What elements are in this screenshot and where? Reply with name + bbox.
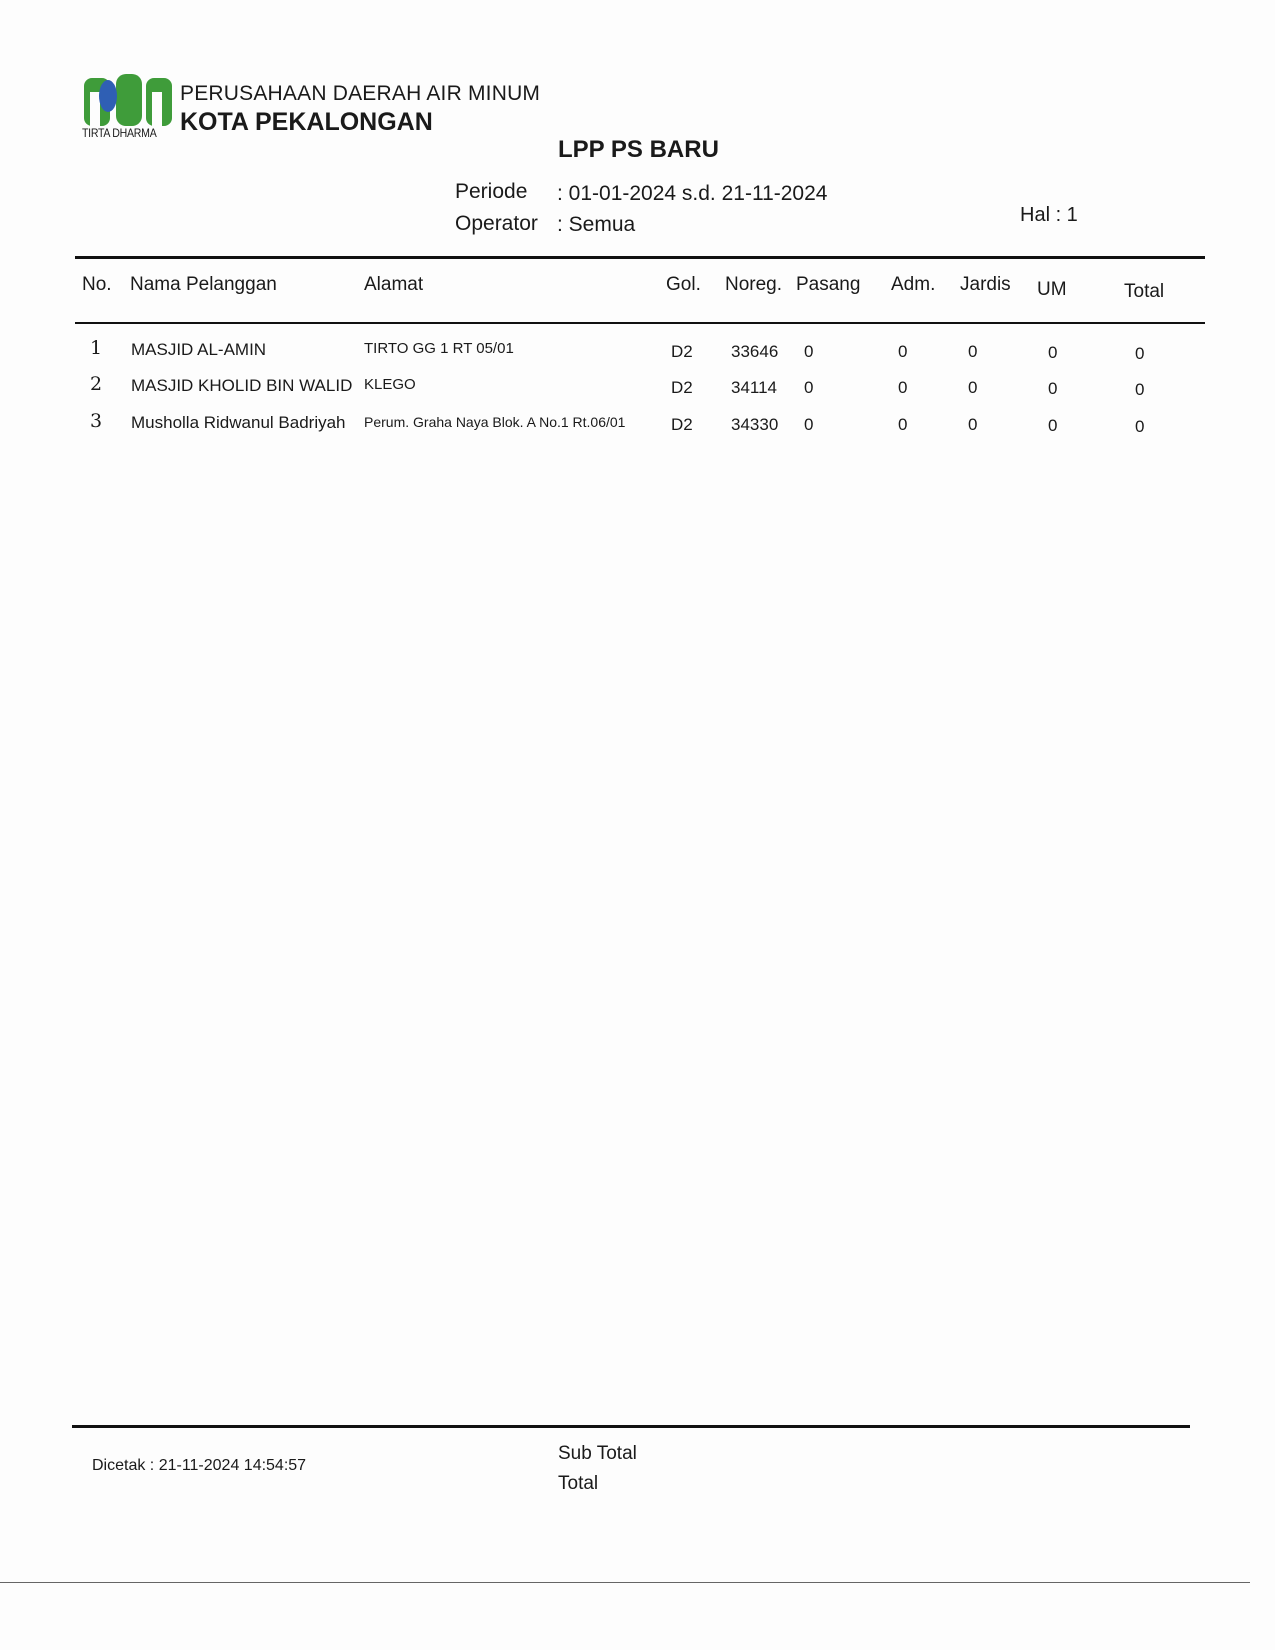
cell-adm: 0	[898, 342, 908, 361]
cell-no: 2	[90, 373, 103, 395]
col-pasang: Pasang	[796, 274, 861, 295]
cell-gol: D2	[671, 378, 693, 397]
cell-nama: Musholla Ridwanul Badriyah	[131, 413, 346, 432]
operator-value: : Semua	[557, 213, 636, 236]
cell-nama: MASJID AL-AMIN	[131, 340, 267, 359]
page-number: Hal : 1	[1020, 204, 1078, 226]
col-adm: Adm.	[891, 274, 936, 295]
cell-noreg: 33646	[731, 342, 779, 361]
total-label: Total	[558, 1473, 599, 1494]
col-noreg: Noreg.	[725, 274, 783, 295]
cell-noreg: 34114	[731, 378, 778, 397]
cell-alamat: Perum. Graha Naya Blok. A No.1 Rt.06/01	[364, 414, 626, 430]
cell-adm: 0	[898, 415, 908, 434]
cell-total: 0	[1135, 344, 1145, 363]
operator-label: Operator	[455, 212, 538, 235]
logo-arch-middle	[116, 74, 142, 126]
col-alamat: Alamat	[364, 274, 424, 295]
cell-pasang: 0	[804, 342, 814, 361]
col-um: UM	[1037, 279, 1067, 300]
cell-total: 0	[1135, 380, 1145, 399]
org-name: PERUSAHAAN DAERAH AIR MINUM	[180, 82, 541, 105]
col-total: Total	[1124, 281, 1165, 302]
cell-um: 0	[1048, 343, 1058, 362]
cell-alamat: TIRTO GG 1 RT 05/01	[364, 340, 514, 357]
cell-jardis: 0	[968, 342, 978, 361]
cell-total: 0	[1135, 417, 1145, 436]
sub-total-label: Sub Total	[558, 1443, 637, 1464]
print-timestamp: Dicetak : 21-11-2024 14:54:57	[92, 1457, 307, 1474]
cell-um: 0	[1048, 416, 1058, 435]
logo-water-drop	[99, 80, 117, 112]
periode-value: : 01-01-2024 s.d. 21-11-2024	[557, 182, 828, 205]
cell-jardis: 0	[968, 415, 978, 434]
column-header-rule	[75, 322, 1205, 324]
cell-no: 3	[90, 410, 103, 432]
cell-noreg: 34330	[731, 415, 779, 434]
periode-label: Periode	[455, 180, 528, 203]
cell-jardis: 0	[968, 378, 978, 397]
org-city: KOTA PEKALONGAN	[180, 108, 433, 136]
page-bottom-rule	[0, 1582, 1250, 1583]
cell-alamat: KLEGO	[364, 376, 416, 393]
cell-adm: 0	[898, 378, 908, 397]
cell-um: 0	[1048, 379, 1058, 398]
cell-gol: D2	[671, 415, 693, 434]
col-no: No.	[82, 274, 112, 295]
cell-pasang: 0	[804, 415, 814, 434]
col-nama: Nama Pelanggan	[130, 274, 277, 295]
logo-text: TIRTA DHARMA	[82, 126, 157, 140]
col-jardis: Jardis	[960, 274, 1011, 295]
header-rule	[75, 256, 1205, 259]
report-title: LPP PS BARU	[558, 136, 719, 163]
col-gol: Gol.	[666, 274, 701, 295]
cell-gol: D2	[671, 342, 693, 361]
cell-pasang: 0	[804, 378, 814, 397]
footer-rule	[72, 1425, 1190, 1428]
cell-no: 1	[90, 337, 103, 359]
cell-nama: MASJID KHOLID BIN WALID	[131, 376, 353, 395]
